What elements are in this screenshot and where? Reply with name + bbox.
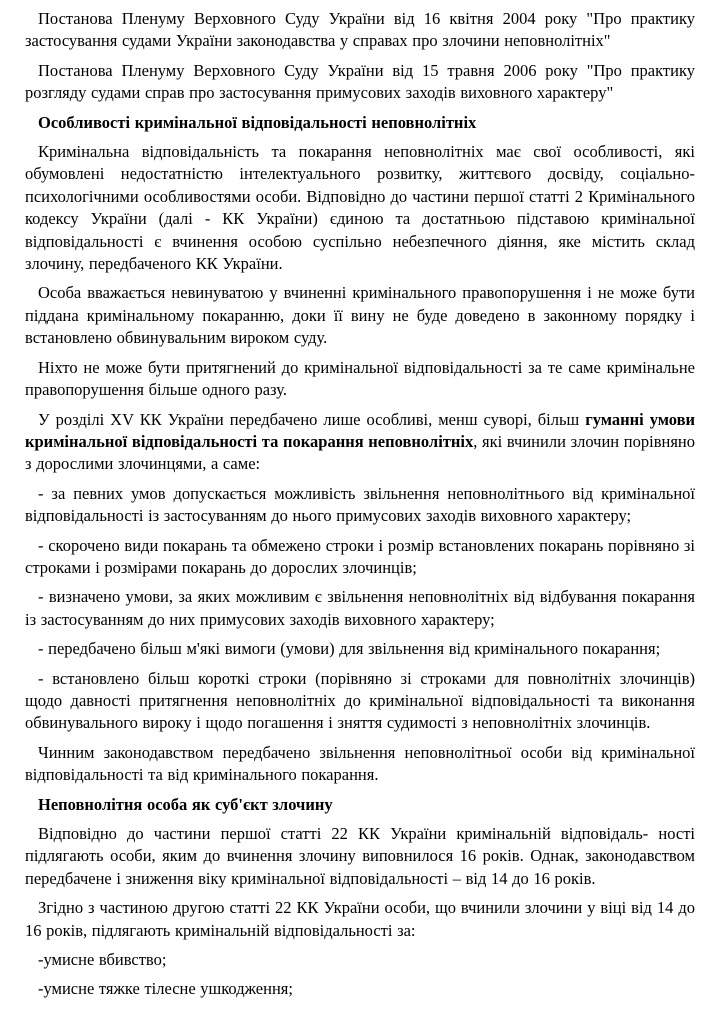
- paragraph: Чинним законодавством передбачено звільнення неповнолітньої особи від кримінальної відповідальності та від кримінального покарання.: [25, 742, 695, 785]
- list-item: - скорочено види покарань та обмежено строки і розмір встановлених покарань порівняно зі строками і розмірами покарань до дорослих злочинців;: [25, 535, 695, 577]
- list-item: -умисне тяжке тілесне ушкодження;: [38, 979, 293, 999]
- paragraph: Постанова Пленуму Верховного Суду України від 16 квітня 2004 року "Про практику застосування судами України законодавства у справах про злочини неповнолітніх": [25, 9, 695, 51]
- list-item: - передбачено більш м'які вимоги (умови) для звільнення від кримінального покарання;: [38, 639, 661, 659]
- paragraph: Відповідно до частини першої статті 22 КК України кримінальній відповідаль- ності підлягають особи, яким до вчинення злочину виповнилося 16 років. Однак, законодавством передбачене і зниження віку кримінальної відповідальності – від 14 до 16 років.: [25, 824, 695, 888]
- paragraph: [25, 409, 695, 476]
- text-segment-bold: гуманні умови кримінальної відповідальності та покарання неповнолітніх: [25, 409, 696, 451]
- list-item: - за певних умов допускається можливість звільнення неповнолітнього від кримінальної відповідальності із застосуванням до нього примусових заходів виховного характеру;: [25, 483, 695, 526]
- section-heading: Особливості кримінальної відповідальності неповнолітніх: [38, 112, 477, 132]
- paragraph: Постанова Пленуму Верховного Суду України від 15 травня 2006 року "Про практику розгляду судами справ про застосування примусових заходів виховного характеру": [25, 60, 695, 103]
- text-segment: , які вчинили злочин порівняно з дорослими злочинцями, а саме:: [25, 431, 695, 474]
- section-heading: Неповнолітня особа як суб'єкт злочину: [38, 794, 333, 814]
- list-item: -умисне вбивство;: [38, 950, 167, 970]
- paragraph: Особа вважається невинуватою у вчиненні кримінального правопорушення і не може бути піддана кримінальному покаранню, доки її вину не буде доведено в законному порядку і встановлено обвинувальним вироком суду.: [25, 283, 695, 348]
- list-item: - встановлено більш короткі строки (порівняно зі строками для повнолітніх злочинців) щодо давності притягнення неповнолітніх до кримінальної відповідальності та виконання обвинувального вироку і щодо погашення і зняття судимості з неповнолітніх злочинців.: [25, 668, 695, 733]
- paragraph: Ніхто не може бути притягнений до кримінальної відповідальності за те саме кримінальне правопорушення більше одного разу.: [25, 357, 695, 400]
- list-item: - визначено умови, за яких можливим є звільнення неповнолітніх від відбування покарання із застосуванням до них примусових заходів виховного характеру;: [25, 587, 695, 629]
- text-segment: У розділі XV КК України передбачено лише особливі, менш суворі, більш: [38, 409, 586, 429]
- paragraph: Кримінальна відповідальність та покарання неповнолітніх має свої особливості, які обумовлені недостатністю інтелектуального розвитку, життєвого досвіду, соціально-психологічними особливостями особи. Відповідно до частини першої статті 2 Кримінального кодексу України (далі - КК України) єдиною та достатньою підставою кримінальної відповідальності є вчинення особою суспільно небезпечного діяння, яке містить склад злочину, передбаченого КК України.: [25, 142, 695, 274]
- paragraph: Згідно з частиною другою статті 22 КК України особи, що вчинили злочини у віці від 14 до 16 років, підлягають кримінальній відповідальності за:: [25, 898, 695, 940]
